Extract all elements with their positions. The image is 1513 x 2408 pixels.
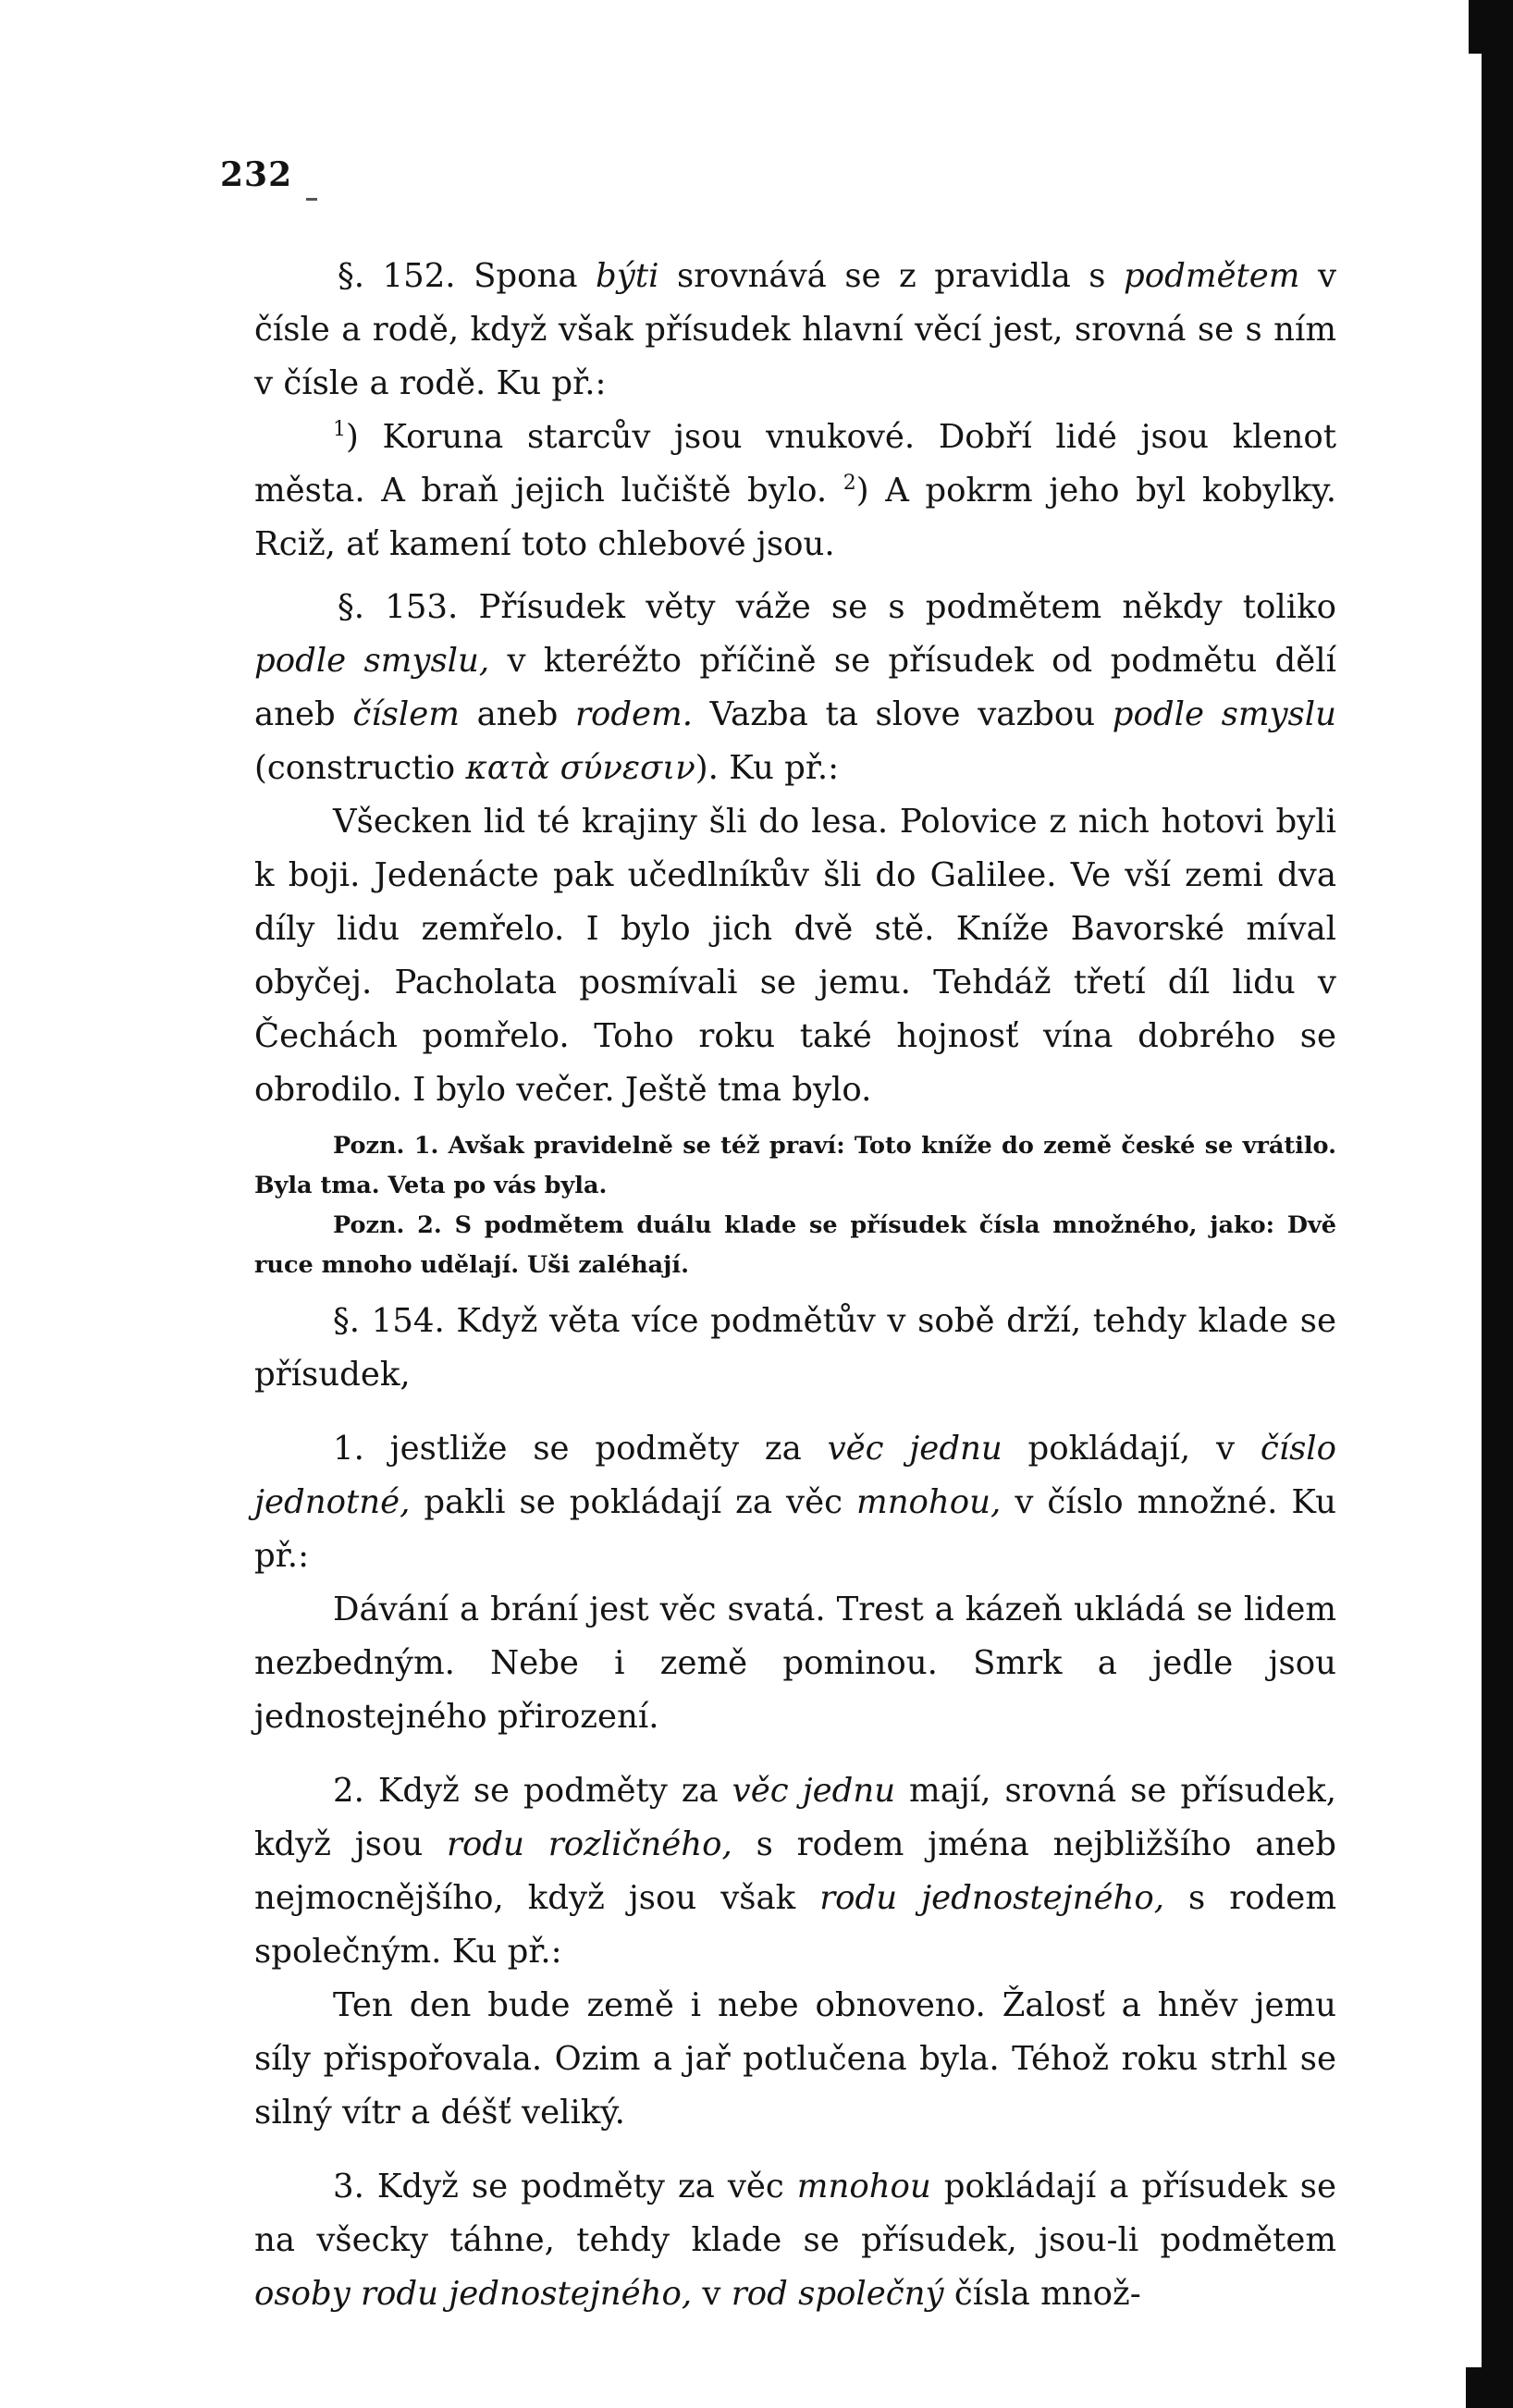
rule-1-text-a: 1. jestliže se podměty za: [333, 1430, 828, 1468]
rule-1-examples: Dávání a brání jest věc svatá. Trest a kázeň ukládá se lidem nezbedným. Nebe i země pominou. Smrk a jedle jsou jednostejného přirození.: [254, 1591, 1336, 1736]
rule-1-italic-2: číslo jednotné,: [254, 1430, 1337, 1521]
rule-3-text-d: čísla množ-: [943, 2275, 1141, 2313]
section-152-examples: [254, 411, 1336, 571]
s153-text-4: (constructio: [254, 749, 466, 787]
s153-italic-4: podle smyslu: [1112, 695, 1336, 733]
section-153: [254, 581, 1336, 795]
rule-3-italic-3: rod společný: [731, 2275, 944, 2313]
s153-text-1: v kteréžto příčině se přísudek od podmětu dělí aneb: [254, 642, 1336, 733]
rule-3: [254, 2160, 1336, 2321]
rule-2-text-b: mají, srovná se přísudek, když jsou: [254, 1772, 1336, 1863]
section-152: [254, 250, 1336, 411]
s152-text-1: srovnává se z pravidla s: [658, 257, 1124, 295]
rule-2-text-a: 2. Když se podměty za: [333, 1772, 732, 1810]
s152-text-2: v čísle a rodě, když však přísudek hlavní věcí jest, srovná se s ním v čísle a rodě. Ku př.:: [254, 257, 1336, 402]
page-number: 232: [220, 155, 293, 194]
rule-3-italic-2: osoby rodu jednostejného,: [254, 2275, 693, 2313]
s153-intro: §. 153. Přísudek věty váže se s podmětem někdy toliko: [338, 588, 1336, 626]
section-153-examples: Všecken lid té krajiny šli do lesa. Polovice z nich hotovi byli k boji. Jedenácte pak učedlníkův šli do Galilee. Ve vší zemi dva díly lidu zemřelo. I bylo jich dvě stě. Kníže Bavorské míval obyčej. Pacholata posmívali se jemu. Tehdáž třetí díl lidu v Čechách pomřelo. Toho roku také hojnosť vína dobrého se obrodilo. I bylo večer. Ještě tma bylo.: [254, 803, 1336, 1109]
section-154: §. 154. Když věta více podmětův v sobě drží, tehdy klade se přísudek,: [254, 1302, 1336, 1394]
footnote-mark-1: 1: [333, 418, 346, 442]
s153-text-3: Vazba ta slove vazbou: [693, 695, 1113, 733]
s153-italic-1: podle smyslu,: [254, 642, 490, 680]
s153-text-5: ). Ku př.:: [695, 749, 840, 787]
rule-3-text-a: 3. Když se podměty za věc: [333, 2168, 797, 2205]
rule-1-italic-1: věc jednu: [827, 1430, 1003, 1468]
rule-3-italic-1: mnohou: [796, 2168, 931, 2205]
note-2: Pozn. 2. S podmětem duálu klade se přísudek čísla množného, jako: Dvě ruce mnoho udělají. Uši zaléhají.: [254, 1211, 1336, 1279]
s152-example-1: ) Koruna starcův jsou vnukové. Dobří lidé jsou klenot města. A braň jejich lučiště bylo.: [254, 418, 1336, 510]
rule-3-text-c: v: [692, 2275, 732, 2313]
rule-1-italic-3: mnohou,: [856, 1483, 1002, 1521]
rule-2-text-c: s rodem jména nejbližšího aneb nejmocnějšího, když jsou však: [254, 1825, 1337, 1917]
rule-2: [254, 1764, 1336, 1979]
rule-2-italic-2: rodu rozličného,: [447, 1825, 732, 1863]
page-number-mark: [306, 198, 317, 201]
rule-2-italic-3: rodu jednostejného,: [819, 1879, 1165, 1917]
footnote-mark-2: 2: [843, 472, 856, 496]
rule-1-text-d: v číslo množné. Ku př.:: [254, 1483, 1336, 1575]
rule-2-italic-1: věc jednu: [732, 1772, 896, 1810]
rule-1-text-b: pokládají, v: [1002, 1430, 1261, 1468]
s153-italic-2: číslem: [352, 695, 460, 733]
s152-italic-2: podmětem: [1124, 257, 1300, 295]
text-column: [254, 250, 1336, 2321]
s152-italic-1: býti: [596, 257, 659, 295]
s153-text-2: aneb: [459, 695, 575, 733]
rule-1: [254, 1422, 1336, 1583]
note-1: Pozn. 1. Avšak pravidelně se též praví: Toto kníže do země české se vrátilo. Byla tma. Veta po vás byla.: [254, 1132, 1336, 1199]
s153-greek-term: κατὰ σύνεσιν: [465, 749, 695, 787]
rule-3-text-b: pokládají a přísudek se na všecky táhne, tehdy klade se přísudek, jsou-li podmětem: [254, 2168, 1336, 2259]
s152-intro: §. 152. Spona: [338, 257, 597, 295]
s152-example-2: ) A pokrm jeho byl kobylky. Rciž, ať kamení toto chlebové jsou.: [254, 472, 1336, 563]
rule-2-text-d: s rodem společným. Ku př.:: [254, 1879, 1336, 1971]
s153-italic-3: rodem.: [574, 695, 694, 733]
rule-1-text-c: pakli se pokládají za věc: [410, 1483, 857, 1521]
scan-border: [1482, 0, 1513, 2408]
rule-2-examples: Ten den bude země i nebe obnoveno. Žalosť a hněv jemu síly přispořovala. Ozim a jař potlučena byla. Téhož roku strhl se silný vítr a déšť veliký.: [254, 1986, 1336, 2132]
